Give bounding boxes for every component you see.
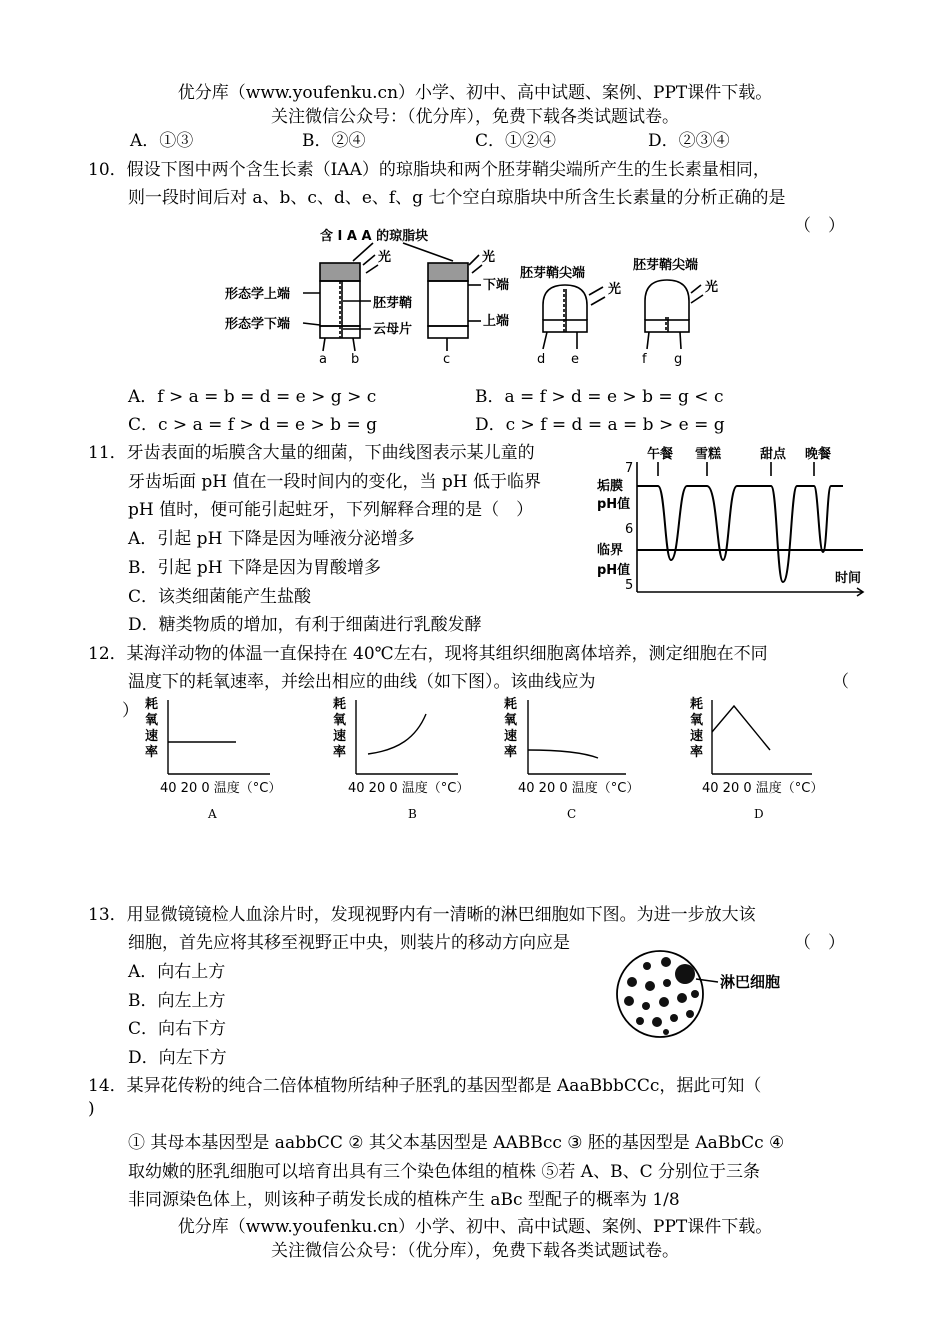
q10-label-tip-2: 胚芽鞘尖端 <box>633 258 699 273</box>
header-line-2: 关注微信公众号：（优分库），免费下载各类试题试卷。 <box>271 107 679 127</box>
q10-answer-bracket: （ ） <box>794 216 845 236</box>
q14-statement-line-2: 取幼嫩的胚乳细胞可以培育出具有三个染色体组的植株 ⑤若 A、B、C 分别位于三条 <box>128 1162 760 1182</box>
svg-text:氧: 氧 <box>504 713 518 728</box>
svg-text:耗: 耗 <box>145 697 159 712</box>
q10-tip-2 <box>645 280 689 320</box>
q12-graph-a-name: A <box>208 807 217 821</box>
q12-stem-line-1: 12．某海洋动物的体温一直保持在 40℃左右，现将其组织细胞离体培养，测定细胞在不同 <box>88 644 768 664</box>
q13-microscope-figure <box>612 946 812 1046</box>
q11-event-dinner: 晚餐 <box>805 447 832 462</box>
q10-label-tip-1: 胚芽鞘尖端 <box>520 266 586 281</box>
q10-label-mica: 云母片 <box>373 322 413 337</box>
q10-stem-line-2: 则一段时间后对 a、b、c、d、e、f、g 七个空白琼脂块中所含生长素量的分析正确的是 <box>128 188 786 208</box>
q10-letter-d: d <box>537 352 546 367</box>
q10-label-upper-end: 上端 <box>483 314 510 329</box>
svg-text:率: 率 <box>690 745 704 760</box>
q11-ytick-5: 5 <box>625 578 634 593</box>
q12-stem-line-2: 温度下的耗氧速率，并绘出相应的曲线（如下图）。该曲线应为 <box>128 672 596 692</box>
svg-text:速: 速 <box>504 729 518 744</box>
q10-letter-e: e <box>571 352 579 367</box>
q10-receiver-de <box>543 320 587 332</box>
q12-graph-a <box>140 692 310 822</box>
svg-text:耗: 耗 <box>504 697 518 712</box>
q13-answer-bracket: （ ） <box>794 933 845 953</box>
q13-lymphocyte <box>675 964 695 984</box>
q13-option-a: A．向右上方 <box>128 962 226 982</box>
q13-stem-line-2: 细胞，首先应将其移至视野正中央，则装片的移动方向应是 <box>128 933 570 953</box>
q10-label-morph-bottom: 形态学下端 <box>225 317 291 332</box>
q11-critical-label-1: 临界 <box>597 543 624 558</box>
q9-option-b: B．②④ <box>302 131 366 151</box>
q12-graph-b-xlabel: 40 20 0 温度（°C） <box>348 781 470 796</box>
q10-light-4: 光 <box>705 280 719 295</box>
q11-ph-curve <box>637 486 843 582</box>
q10-stem-line-1: 10．假设下图中两个含生长素（IAA）的琼脂块和两个胚芽鞘尖端所产生的生长素量相同， <box>88 160 770 180</box>
q13-option-c: C．向右下方 <box>128 1019 227 1039</box>
q11-stem-line-1: 11．牙齿表面的垢膜含大量的细菌，下曲线图表示某儿童的 <box>88 443 535 463</box>
q11-ph-chart <box>595 440 870 605</box>
q13-figure-label: 淋巴细胞 <box>720 973 781 991</box>
q14-stem-line-2: ) <box>88 1099 95 1119</box>
q11-stem-line-3: pH 值时，便可能引起蛀牙，下列解释合理的是（ ） <box>128 500 534 520</box>
q11-x-label: 时间 <box>835 571 862 586</box>
q12-graph-c <box>486 692 661 822</box>
q10-light-2: 光 <box>482 250 496 265</box>
q10-label-lower-end: 下端 <box>483 278 510 293</box>
q10-iaa-block-1 <box>320 263 360 281</box>
q13-option-b: B．向左上方 <box>128 991 226 1011</box>
q12-graph-b <box>328 692 498 822</box>
q10-option-c: C．c > a = f > d = e > b = g <box>128 415 377 435</box>
svg-text:氧: 氧 <box>690 713 704 728</box>
q12-curve-b <box>368 714 426 754</box>
footer-line-2: 关注微信公众号：（优分库），免费下载各类试题试卷。 <box>271 1241 679 1261</box>
footer-line-1: 优分库（www.youfenku.cn）小学、初中、高中试题、案例、PPT课件下载。 <box>177 1217 773 1237</box>
q13-stem-line-1: 13．用显微镜镜检人血涂片时，发现视野内有一清晰的淋巴细胞如下图。为进一步放大该 <box>88 905 756 925</box>
q10-label-top: 含 I A A 的琼脂块 <box>320 229 429 244</box>
q11-film-label-1: 垢膜 <box>597 479 624 494</box>
q10-letter-a: a <box>319 352 327 367</box>
q12-graph-d-xlabel: 40 20 0 温度（°C） <box>702 781 824 796</box>
q10-letter-b: b <box>351 352 360 367</box>
q12-graph-b-name: B <box>408 807 417 821</box>
q10-iaa-block-2 <box>428 263 468 281</box>
q10-option-d: D．c > f = d = a = b > e = g <box>475 415 725 435</box>
q12-graph-c-xlabel: 40 20 0 温度（°C） <box>518 781 640 796</box>
q11-event-lunch: 午餐 <box>647 447 674 462</box>
q10-option-b: B．a = f > d = e > b = g < c <box>475 387 724 407</box>
q10-label-morph-top: 形态学上端 <box>225 287 291 302</box>
q10-light-1: 光 <box>378 250 392 265</box>
q10-tip-1 <box>543 285 587 320</box>
q12-graph-d <box>672 692 847 822</box>
q13-option-d: D．向左下方 <box>128 1048 227 1068</box>
q10-receiver-fg <box>645 320 689 332</box>
q11-option-c: C．该类细菌能产生盐酸 <box>128 587 312 607</box>
q11-critical-label-2: pH值 <box>597 563 631 578</box>
q10-receiver-c <box>428 326 468 338</box>
q12-curve-c <box>528 750 598 758</box>
svg-text:耗: 耗 <box>690 697 704 712</box>
svg-text:氧: 氧 <box>333 713 347 728</box>
q9-option-a: A．①③ <box>130 131 194 151</box>
q11-option-d: D．糖类物质的增加，有利于细菌进行乳酸发酵 <box>128 615 482 635</box>
q10-pointer-b <box>403 243 453 261</box>
q12-bracket-close: ） <box>122 701 139 721</box>
q11-event-dessert: 甜点 <box>760 447 787 462</box>
q11-ytick-7: 7 <box>625 461 634 476</box>
q10-letter-g: g <box>674 352 683 367</box>
q12-bracket-open: （ <box>832 672 849 692</box>
q11-event-icecream: 雪糕 <box>695 447 722 462</box>
svg-text:氧: 氧 <box>145 713 159 728</box>
header-line-1: 优分库（www.youfenku.cn）小学、初中、高中试题、案例、PPT课件下载。 <box>177 83 773 103</box>
svg-text:速: 速 <box>333 729 347 744</box>
q10-letter-c: c <box>443 352 451 367</box>
q11-option-a: A．引起 pH 下降是因为唾液分泌增多 <box>128 529 415 549</box>
q12-graph-a-xlabel: 40 20 0 温度（°C） <box>160 781 282 796</box>
q11-stem-line-2: 牙齿垢面 pH 值在一段时间内的变化，当 pH 低于临界 <box>128 472 542 492</box>
q10-coleoptile-2 <box>428 281 468 326</box>
svg-text:耗: 耗 <box>333 697 347 712</box>
q10-figure <box>225 225 725 375</box>
q14-statement-line-1: ① 其母本基因型是 aabbCC ② 其父本基因型是 AABBcc ③ 胚的基因型是 AaBbCc ④ <box>128 1133 785 1153</box>
q14-stem-line-1: 14．某异花传粉的纯合二倍体植物所结种子胚乳的基因型都是 AaaBbbCCc，据此可知（ <box>88 1076 762 1096</box>
svg-text:速: 速 <box>690 729 704 744</box>
q14-statement-line-3: 非同源染色体上，则该种子萌发长成的植株产生 aBc 型配子的概率为 1/8 <box>128 1190 680 1210</box>
q10-light-3: 光 <box>608 282 622 297</box>
q9-option-d: D．②③④ <box>648 131 730 151</box>
q10-label-coleoptile: 胚芽鞘 <box>373 296 413 311</box>
q10-letter-f: f <box>642 352 647 367</box>
q11-ytick-6: 6 <box>625 522 634 537</box>
q11-option-b: B．引起 pH 下降是因为胃酸增多 <box>128 558 382 578</box>
svg-text:率: 率 <box>333 745 347 760</box>
svg-text:率: 率 <box>504 745 518 760</box>
svg-text:速: 速 <box>145 729 159 744</box>
q12-curve-d <box>712 706 770 750</box>
q12-graph-c-name: C <box>567 807 577 821</box>
q10-option-a: A．f > a = b = d = e > g > c <box>128 387 377 407</box>
q12-graph-d-name: D <box>754 807 764 821</box>
q11-film-label-2: pH值 <box>597 497 631 512</box>
svg-text:率: 率 <box>145 745 159 760</box>
q9-option-c: C．①②④ <box>475 131 557 151</box>
